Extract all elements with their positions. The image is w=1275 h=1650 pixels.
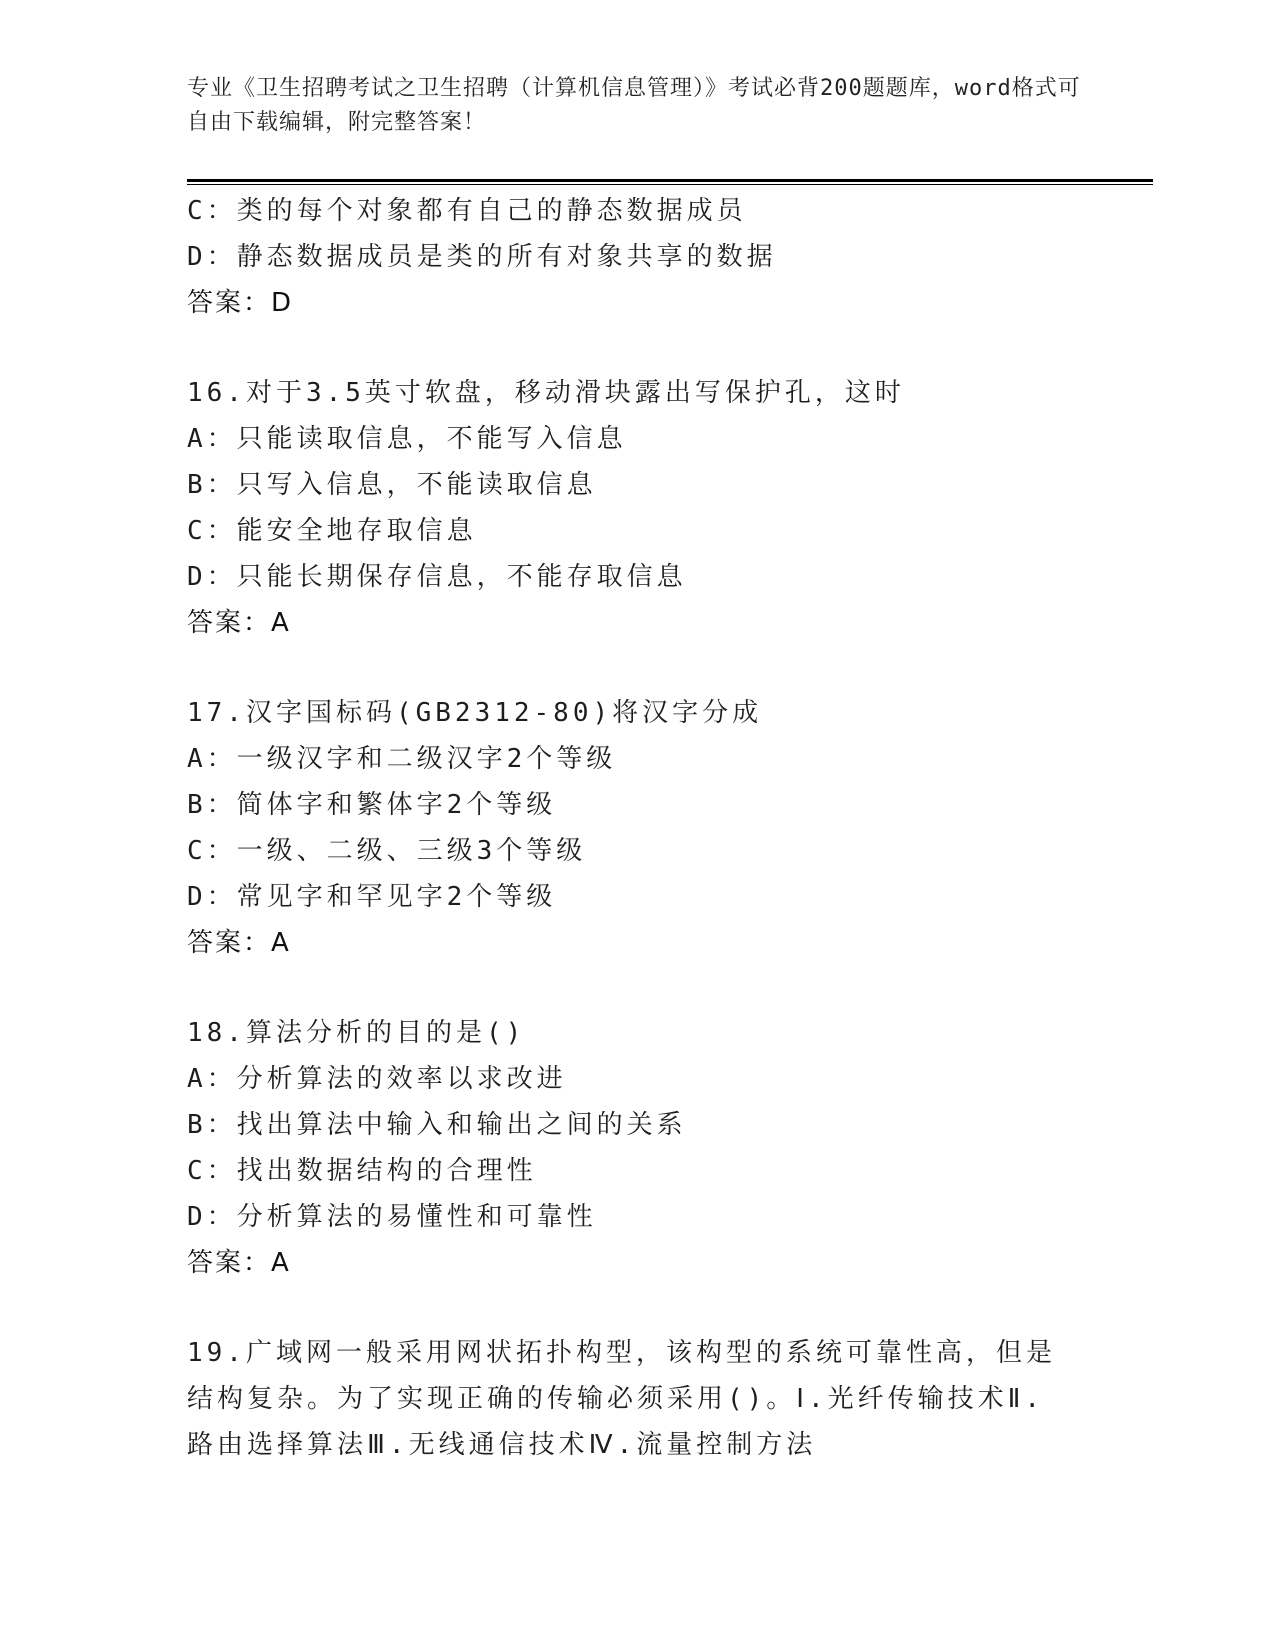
document-body	[187, 188, 1087, 1468]
question-15-partial	[187, 188, 1087, 326]
q16-option-c: C：能安全地存取信息	[187, 516, 477, 546]
q17-answer: 答案：A	[187, 928, 291, 958]
q16-option-d: D：只能长期保存信息，不能存取信息	[187, 562, 687, 592]
header-rule-thick	[187, 179, 1153, 182]
q15-answer: 答案：D	[187, 288, 294, 318]
q16-option-b: B：只写入信息，不能读取信息	[187, 470, 597, 500]
header-rule-thin	[187, 184, 1153, 185]
q18-option-a: A：分析算法的效率以求改进	[187, 1064, 567, 1094]
question-17	[187, 690, 1087, 966]
q16-answer: 答案：A	[187, 608, 291, 638]
question-18	[187, 1010, 1087, 1286]
q19-stem: 19.广域网一般采用网状拓扑构型，该构型的系统可靠性高，但是结构复杂。为了实现正确的传输必须采用()。Ⅰ.光纤传输技术Ⅱ.路由选择算法Ⅲ.无线通信技术Ⅳ.流量控制方法	[187, 1338, 1056, 1460]
page-header: 专业《卫生招聘考试之卫生招聘（计算机信息管理）》考试必背200题题库，word格式可自由下载编辑，附完整答案！	[187, 76, 1081, 135]
spacer	[187, 646, 1087, 690]
q18-option-c: C：找出数据结构的合理性	[187, 1156, 537, 1186]
spacer	[187, 326, 1087, 370]
q17-option-a: A：一级汉字和二级汉字2个等级	[187, 744, 617, 774]
q18-stem: 18.算法分析的目的是()	[187, 1018, 526, 1048]
spacer	[187, 966, 1087, 1010]
q15-option-c: C：类的每个对象都有自己的静态数据成员	[187, 196, 747, 226]
q18-option-b: B：找出算法中输入和输出之间的关系	[187, 1110, 687, 1140]
q17-option-b: B：简体字和繁体字2个等级	[187, 790, 557, 820]
q17-option-d: D：常见字和罕见字2个等级	[187, 882, 557, 912]
q15-option-d: D：静态数据成员是类的所有对象共享的数据	[187, 242, 777, 272]
q17-option-c: C：一级、二级、三级3个等级	[187, 836, 587, 866]
question-16	[187, 370, 1087, 646]
spacer	[187, 1286, 1087, 1330]
q17-stem: 17.汉字国标码(GB2312-80)将汉字分成	[187, 698, 763, 728]
q16-option-a: A：只能读取信息，不能写入信息	[187, 424, 627, 454]
q18-answer: 答案：A	[187, 1248, 291, 1278]
q16-stem: 16.对于3.5英寸软盘，移动滑块露出写保护孔，这时	[187, 378, 905, 408]
q18-option-d: D：分析算法的易懂性和可靠性	[187, 1202, 597, 1232]
question-19	[187, 1330, 1087, 1468]
